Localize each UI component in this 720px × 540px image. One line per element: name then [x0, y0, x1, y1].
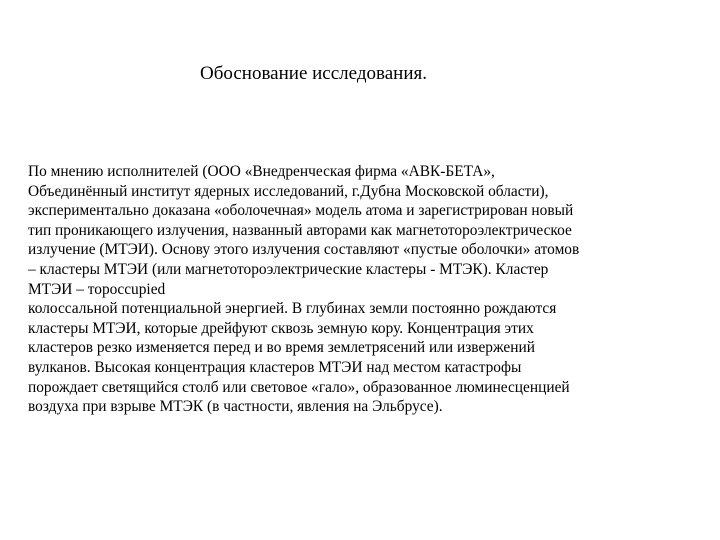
- body-line: воздуха при взрыве МТЭК (в частности, явления на Эльбрусе).: [28, 398, 443, 416]
- body-line: тип проникающего излучения, названный авторами как магнетотороэлектрическое: [28, 221, 572, 239]
- body-line: колоссальной потенциальной энергией. В глубинах земли постоянно рождаются: [28, 300, 557, 318]
- body-line: кластеров резко изменяется перед и во время землетрясений или извержений: [28, 339, 535, 357]
- body-line: кластеры МТЭИ, которые дрейфуют сквозь земную кору. Концентрация этих: [28, 319, 534, 337]
- body-line: – кластеры МТЭИ (или магнетотороэлектрические кластеры - МТЭК). Кластер: [28, 260, 549, 278]
- body-line: Объединённый институт ядерных исследований, г.Дубна Московской области),: [28, 182, 549, 200]
- body-line: МТЭИ – торoccupied: [28, 280, 166, 298]
- body-line: порождает светящийся столб или световое «гало», образованное люминесценцией: [28, 378, 570, 396]
- body-line: По мнению исполнителей (ООО «Внедренческая фирма «АВК-БЕТА»,: [28, 163, 495, 180]
- body-line: вулканов. Высокая концентрация кластеров МТЭИ над местом катастрофы: [28, 358, 522, 376]
- body-line: экспериментально доказана «оболочечная» модель атома и зарегистрирован новый: [28, 202, 574, 220]
- slide-title: Обоснование исследования.: [200, 63, 427, 84]
- body-paragraph: [28, 162, 698, 417]
- body-line: излучение (МТЭИ). Основу этого излучения составляют «пустые оболочки» атомов: [28, 241, 580, 259]
